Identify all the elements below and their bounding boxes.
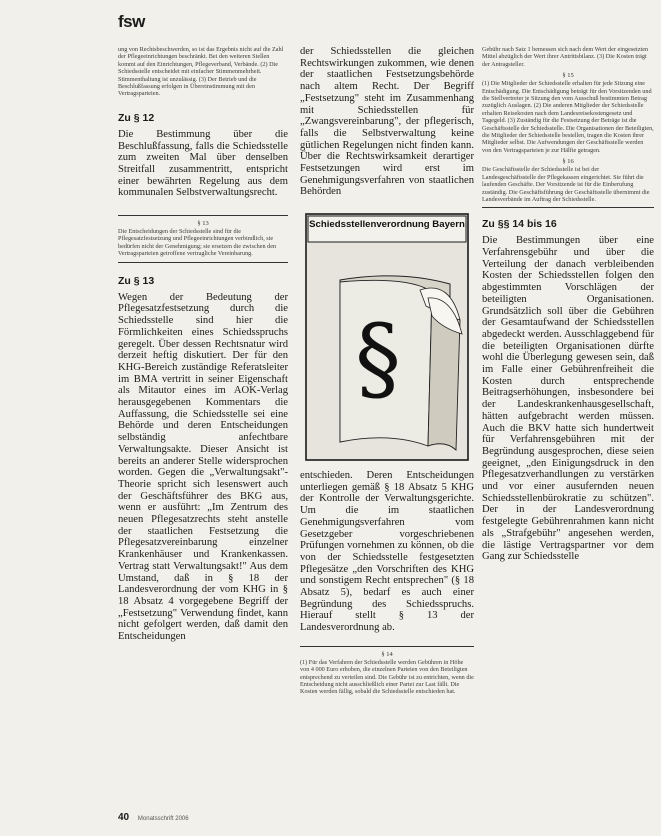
column-middle-lower [300,470,474,810]
regulation-note-15: (1) Die Mitglieder der Schiedsstelle erhalten für jede Sitzung eine Entschädigung. Die Entschädigung beträgt für den Vorsitzenden und die Stellvertreter je Sitzung den vom Ausschuß bestimmten Betrag zuzüglich Auslagen. (2) Die anderen Mitglieder der Schiedsstelle erhalten Reisekosten nach dem Landesreisekostengesetz und Tagegeld. (3) Zuständig für die Festsetzung der Beträge ist die Geschäftsstelle der Schiedsstelle. Die Organisationen der Beteiligten, die Mitglieder der Schiedsstelle bestellen, tragen die Kosten ihrer Mitglieder selbst. Die Aufwendungen der Geschäftsstelle werden von den Vertragsparteien je zur Hälfte getragen. [482,80,654,154]
regulation-note: ung von Rechtsbeschwerden, so ist das Ergebnis nicht auf die Zahl der Pflegeeinrichtungen beschränkt. Bei den weiteren Stellen kommt auf den Einrichtungen, Pflegeverband, Verbände. (2) Die Schiedsstelle entscheidet mit einfacher Stimmenmehrheit. Stimmenthaltung ist unzulässig. (3) Der Betrieb und die Beschlußfassung erfolgen in Übereinstimmung mit den Vertragsparteien. [118,46,284,98]
commentary-paragraph-continued: der Schiedsstellen die gleichen Rechtswirkungen zukommen, wie denen der staatlichen Festsetzungsbehörde nach altem Recht. Der Begriff „Festsetzung" steht im Zusammenhang mit Schiedsstellen für „Zwangsvereinbarung", der pflegerisch, falls die Selbstverwaltung keine gütlichen Regelungen nicht finden kann. Über die Rechtswirksamkeit derartiger Festsetzungen wird erst im Genehmigungsverfahren von staatlichen Behörden [300,46,474,198]
section-heading-12: Zu § 12 [118,111,155,124]
commentary-paragraph-13-end: entschieden. Deren Entscheidungen unterliegen gemäß § 18 Absatz 5 KHG der Kontrolle der Verwaltungsgerichte. Um die im staatlichen Genehmigungsverfahren vom Gesetzgeber vorgeschriebenen Prüfungen vornehmen zu können, ob die von der Schiedsstelle festgesetzten Pflegesätze „den Vorschriften des KHG und sonstigem Recht entsprechen" (§ 18 Absatz 5), bedarf es auch einer Begründung des Schiedsspruchs. Hierauf stellt § 13 der Landesverordnung ab. [300,470,474,634]
regulation-note-13: Die Entscheidungen der Schiedsstelle sind für die Pflegesatzfestsetzung und Pflegeeinrichtungen verbindlich, sie bedürfen nicht der Genehmigung; sie ersetzen die zwischen den Vertragsparteien getroffene vertragliche Vereinbarung. [118,228,277,258]
section-symbol-14: § 14 [381,650,393,658]
divider [118,215,288,216]
section-symbol-15: § 15 [562,72,574,80]
section-symbol-16: § 16 [562,158,574,166]
regulation-note-14: (1) Für das Verfahren der Schiedsstelle werden Gebühren in Höhe von 4 000 Euro erhoben, die einzelnen Parteien von den Beteiligten entsprechend zu verteilen sind. Die Gebühr ist zu entrichten, wenn die Entscheidung nicht ausschließlich einer Partei zur Last fällt. Die Kosten werden fällig, sobald die Schiedsstelle entschieden hat. [300,658,474,696]
section-symbol-13: § 13 [197,220,209,228]
publication-logo: fsw [118,12,145,31]
divider [118,262,288,263]
commentary-paragraph-14-16: Die Bestimmungen über eine Verfahrensgebühr und über die Verteilung der danach verbleibenden Kosten der Schiedsstellen folgen den abgestimmten Vorschlägen der beteiligten Organisationen. Grundsätzlich soll über die Gebühren der Gesamtaufwand der Schiedsstellen abgedeckt werden. Ausschlaggebend für die beteiligten Organisationen dürfte wohl die Überlegung gewesen sein, daß im Falle einer Gebührenfreiheit die Kosten durch entsprechende Beitragserhöhungen, insbesondere bei der Landeskrankenhausgesellschaft, hätten aufgebracht werden müssen. Auch die BKV hatte sich hundertweit für Verfahrensgebühren mit der Begründung ausgesprochen, diese seien geeignet, „den Einigungsdruck in den Pflegesatzverhandlungen zu verstärken und vor einer ausufernden neuen Schiedsstellenbürokratie zu schützen". Der in der Landesverordnung festgelegte Gebührenrahmen kann nicht als „Strafgebühr" angesehen werden, die lästige Vertragspartner vor dem Gang zur Schiedsstelle [482,235,654,563]
book-title-text: Schiedsstellenverordnung Bayern [309,219,465,230]
regulation-note-16: Die Geschäftsstelle der Schiedsstelle ist bei der Landesgeschäftsstelle der Pflegekassen eingerichtet. Sie führt die laufenden Geschäfte. Der Vorsitzende ist für die Einberufung zuständig. Die Geschäftsführung der Geschäftsstelle übernimmt die Landesverbände im Auftrag der Schiedsstelle. [482,166,650,203]
regulation-note-14-cont: Gebühr nach Satz 1 bemessen sich nach dem Wert der eingesetzten Mittel abzüglich der Wert ihrer Antrittsbilanz. (3) Die Kosten trägt der Antragsteller. [482,46,649,68]
publication-name: Monatsschrift 2006 [137,816,189,822]
page-footer [118,812,189,823]
page-number: 40 [118,812,130,823]
divider [300,646,474,647]
section-heading-14-16: Zu §§ 14 bis 16 [482,218,557,231]
column-left [118,46,288,826]
commentary-paragraph-12: Die Bestimmung über die Beschlußfassung, falls die Schiedsstelle zum zweiten Mal über denselben Streitfall zusammentritt, entspricht einer bewährten Regelung aus dem kommunalen Selbstverwaltungsrecht. [118,128,288,199]
commentary-paragraph-13: Wegen der Bedeutung der Pflegesatzfestsetzung durch die Schiedsstelle sind hier die Förmlichkeiten eines Schiedsspruchs geregelt. Über dessen Rechtsnatur wird derzeit heftig diskutiert. Der für den KHG-Bereich zuständige Referatsleiter im BMA vertritt in seiner Eigenschaft als Mitautor eines im AOK-Verlag herausgegebenen Kommentars die Auffassung, die Schiedsstelle sei eine Behörde und deren Entscheidungen selbständig anfechtbare Verwaltungsakte. Dieser Ansicht ist bereits an anderer Stelle widersprochen worden. Gegen die „Verwaltungsakt"-Theorie spricht sich lesenswert auch der Geschäftsführer des BKG aus, wenn er ausführt: „Im Zentrum des neuen Pflegesatzrechts steht anstelle der staatlichen Festsetzung die Pflegesatzvereinbarung einzelner Krankenhäuser und Krankenkassen. Vertrag statt Verwaltungsakt!" Aus dem Umstand, daß in § 18 der Landesverordnung der vom KHG in § 18 Absatz 4 vorgegebene Begriff der „Festsetzung" Verwendung findet, kann nicht gefolgert werden, daß damit den Entscheidungen [118,291,288,643]
book-title [309,219,465,230]
section-heading-13: Zu § 13 [118,274,155,287]
column-right [482,46,654,826]
divider [482,207,654,208]
section-sign-graphic: § [355,305,401,412]
book-illustration [300,210,474,468]
